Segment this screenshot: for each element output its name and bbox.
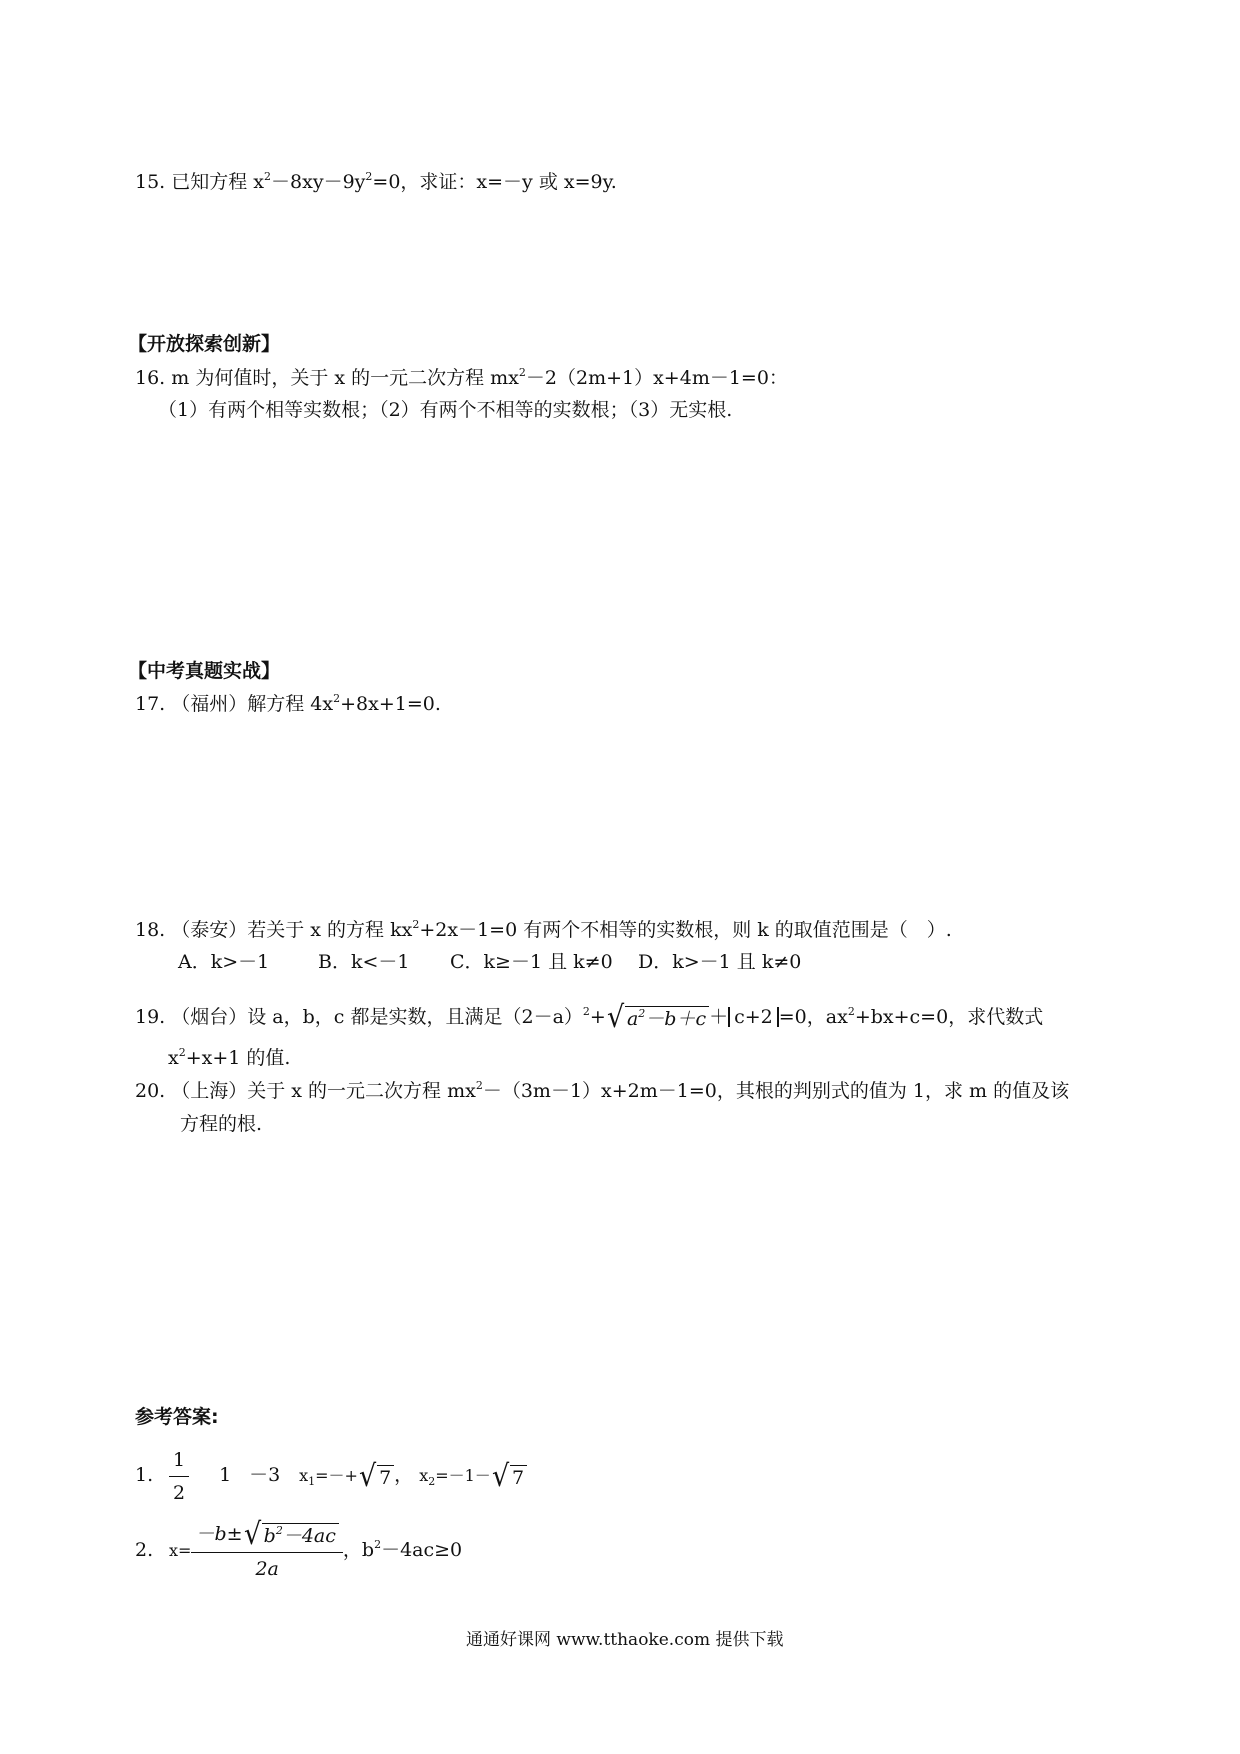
question-number: 15.: [135, 171, 166, 193]
answer-number: 1.: [135, 1464, 154, 1486]
square-root: √ 7: [491, 1446, 527, 1506]
fraction: $\frac{1}{2}$: [169, 1446, 189, 1507]
page-footer: 通通好课网 www.tthaoke.com 提供下载: [466, 1630, 784, 1650]
question-number: 17.: [135, 693, 166, 715]
absolute-value: c+2: [728, 1007, 779, 1027]
section-heading-exam: 【中考真题实战】: [128, 660, 281, 682]
square-root: √ $a^2-b+c$: [606, 1003, 709, 1033]
question-18: 18. （泰安）若关于 x 的方程 $kx^2+2x-1=0$ 有两个不相等的实数根，则 k 的取值范围是（ ）.: [135, 918, 952, 941]
question-20: 20. （上海）关于 x 的一元二次方程 $mx^2-(3m-1)x+2m-1=0$，其根的判别式的值为 1，求 m 的值及该: [135, 1079, 1070, 1102]
option-b: B．k<－1: [318, 951, 410, 973]
question-17: 17. （福州）解方程 $4x^2+8x+1=0$.: [135, 692, 441, 715]
question-number: 16.: [135, 367, 166, 389]
option-c: C．k≥－1 且 k≠0: [450, 951, 613, 973]
question-19-cont: $x^2+x+1$ 的值.: [168, 1046, 291, 1069]
square-root: √ $b^2-4ac$: [243, 1520, 339, 1550]
square-root: √ 7: [358, 1446, 394, 1506]
question-number: 19.: [135, 1006, 166, 1028]
answer-2: 2. x= $\frac{-b\pm√ b^2-4ac}{2a}$ ，$b^2-4ac\ge 0$: [135, 1517, 462, 1584]
question-number: 18.: [135, 919, 166, 941]
question-16-subparts: （1）有两个相等实数根；（2）有两个不相等的实数根；（3）无实根.: [158, 399, 733, 421]
answers-title: 参考答案:: [135, 1406, 219, 1428]
question-20-cont: 方程的根.: [180, 1113, 263, 1135]
question-16: 16. m 为何值时，关于 x 的一元二次方程 $mx^2-2(2m+1)x+4m-1=0$：: [135, 366, 788, 389]
section-heading-open: 【开放探索创新】: [128, 333, 281, 355]
option-d: D．k>－1 且 k≠0: [638, 951, 802, 973]
answer-1: 1. $\frac{1}{2}$ 1 －3 $x_1=-+√$ 7 ， $x_2=-1-√$ 7: [135, 1445, 527, 1507]
question-18-options: [178, 950, 801, 974]
answer-number: 2.: [135, 1539, 154, 1561]
option-a: A．k>－1: [178, 951, 270, 973]
question-19: 19. （烟台）设 a，b，c 都是实数，且满足$(2-a)^2+√$ $a^2-b+c + c+2 =0$，$ax^2+bx+c=0$，求代数式: [135, 1000, 1044, 1035]
question-15: 15. 已知方程 $x^2-8xy-9y^2=0$，求证：x=－y 或 x=9y.: [135, 170, 617, 193]
quadratic-formula: $\frac{-b\pm√ b^2-4ac}{2a}$: [191, 1520, 342, 1583]
question-number: 20.: [135, 1080, 166, 1102]
